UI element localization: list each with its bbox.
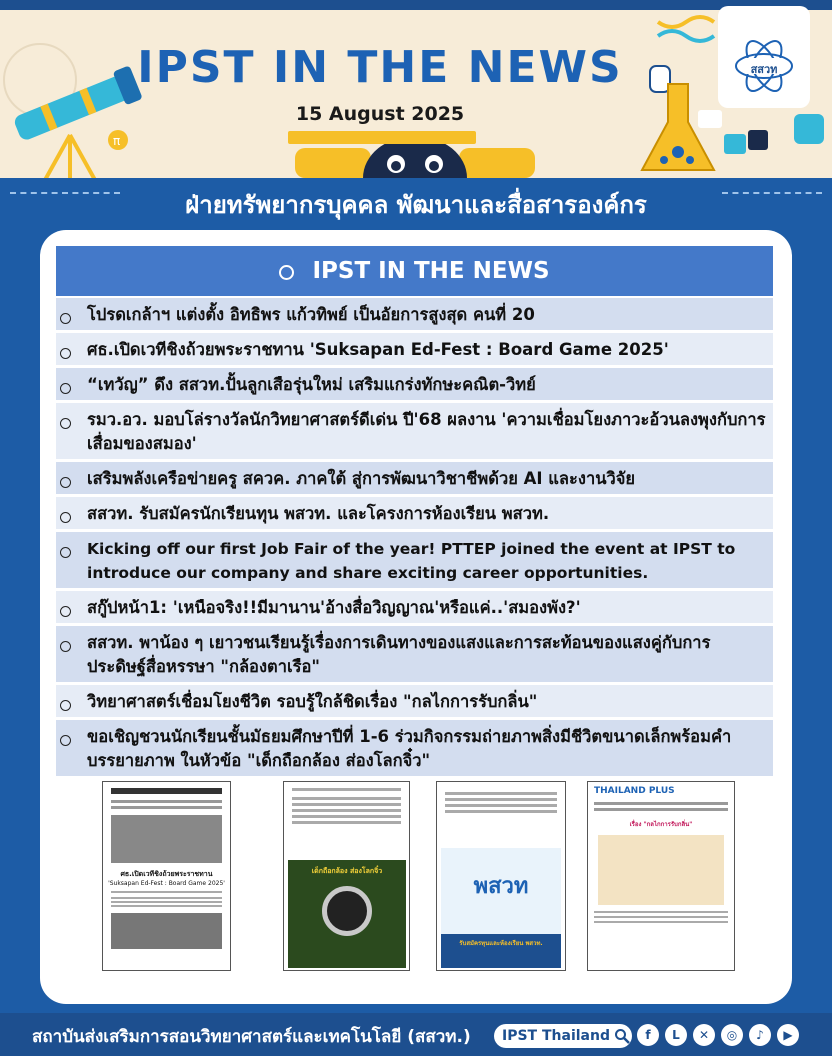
news-item[interactable] xyxy=(56,333,773,365)
bullet-icon xyxy=(60,547,71,558)
news-item-text: วิทยาศาสตร์เชื่อมโยงชีวิต รอบรู้ใกล้ชิดเรื่อง "กลไกการรับกลิ่น" xyxy=(87,692,538,711)
news-item[interactable] xyxy=(56,497,773,529)
search-icon xyxy=(614,1028,630,1044)
bullet-icon xyxy=(60,641,71,652)
news-list xyxy=(56,298,773,779)
news-item[interactable] xyxy=(56,591,773,623)
news-heading-label: IPST IN THE NEWS xyxy=(312,258,550,284)
news-item[interactable] xyxy=(56,403,773,459)
x-icon[interactable]: ✕ xyxy=(693,1024,715,1046)
youtube-icon[interactable]: ▶ xyxy=(777,1024,799,1046)
news-item[interactable] xyxy=(56,532,773,588)
issue-date: 15 August 2025 xyxy=(295,103,465,125)
bullet-icon xyxy=(60,348,71,359)
news-item[interactable] xyxy=(56,685,773,717)
news-item-text: สสวท. พาน้อง ๆ เยาวชนเรียนรู้เรื่องการเดินทางของแสงและการสะท้อนของแสงคู่กับการประดิษฐ์สื่อหรรษา "กล้องตาเรือ" xyxy=(87,633,711,676)
thumbnail-heading: ศธ.เปิดเวทีชิงถ้วยพระราชทาน xyxy=(120,870,213,878)
bullet-icon xyxy=(60,383,71,394)
thumbnail-thailandplus[interactable] xyxy=(587,781,735,971)
bullet-icon xyxy=(60,606,71,617)
news-item[interactable] xyxy=(56,462,773,494)
thumbnail-pswt[interactable] xyxy=(436,781,566,971)
svg-text:π: π xyxy=(113,134,121,148)
atom-logo-icon xyxy=(718,6,810,108)
thumbnail-heading: เด็กถือกล้อง ส่องโลกจิ๋ว xyxy=(311,867,383,875)
tiktok-icon[interactable]: ♪ xyxy=(749,1024,771,1046)
news-item-text: “เทวัญ” ดึง สสวท.ปั้นลูกเสือรุ่นใหม่ เสริมแกร่งทักษะคณิต-วิทย์ xyxy=(87,375,536,394)
news-item-text: สสวท. รับสมัครนักเรียนทุน พสวท. และโครงการห้องเรียน พสวท. xyxy=(87,504,550,523)
bullet-icon xyxy=(60,313,71,324)
top-band xyxy=(0,0,832,10)
thumbnail-sub: 'Suksapan Ed-Fest : Board Game 2025' xyxy=(108,880,225,887)
news-item-text: สกู๊ปหน้า1: 'เหนือจริง!!มีมานาน'อ้างสื่อวิญญาณ'หรือแค่..'สมองพัง?' xyxy=(87,598,581,617)
news-item-text: โปรดเกล้าฯ แต่งตั้ง อิทธิพร แก้วทิพย์ เป็นอัยการสูงสุด คนที่ 20 xyxy=(87,305,535,324)
news-item-text: รมว.อว. มอบโล่รางวัลนักวิทยาศาสตร์ดีเด่น ปี'68 ผลงาน 'ความเชื่อมโยงภาวะอ้วนลงพุงกับการเสื่อมของสมอง' xyxy=(87,410,766,453)
thumbnail-photo-contest[interactable] xyxy=(283,781,410,971)
news-item[interactable] xyxy=(56,368,773,400)
thumbnail-newspaper[interactable] xyxy=(102,781,231,971)
bullet-icon xyxy=(60,512,71,523)
date-highlight xyxy=(288,131,476,144)
logo-text: สสวท xyxy=(750,63,778,76)
thumbnail-heading: THAILAND PLUS xyxy=(594,786,675,796)
search-label: IPST Thailand xyxy=(502,1028,610,1044)
header-banner xyxy=(0,0,832,178)
bullet-icon xyxy=(60,477,71,488)
news-item-text: ขอเชิญชวนนักเรียนชั้นมัธยมศึกษาปีที่ 1-6 ร่วมกิจกรรมถ่ายภาพสิ่งมีชีวิตขนาดเล็กพร้อมคำบรรยายภาพ ในหัวข้อ "เด็กถือกล้อง ส่องโลกจิ๋ว" xyxy=(87,727,732,770)
news-item-text: ศธ.เปิดเวทีชิงถ้วยพระราชทาน 'Suksapan Ed-Fest : Board Game 2025' xyxy=(87,340,669,359)
news-item[interactable] xyxy=(56,720,773,776)
ipst-logo xyxy=(718,6,810,108)
search-pill[interactable] xyxy=(494,1024,632,1048)
news-section-heading xyxy=(56,246,773,296)
page-title: IPST IN THE NEWS xyxy=(137,42,623,93)
instagram-icon[interactable]: ◎ xyxy=(721,1024,743,1046)
thumbnail-heading: พสวท xyxy=(473,874,529,899)
department-title: ฝ่ายทรัพยากรบุคคล พัฒนาและสื่อสารองค์กร xyxy=(185,191,647,219)
thumbnail-sub: เรื่อง "กลไกการรับกลิ่น" xyxy=(629,821,693,828)
thumbnail-sub: รับสมัครทุนและห้องเรียน พสวท. xyxy=(459,940,543,947)
news-item[interactable] xyxy=(56,298,773,330)
bullet-icon xyxy=(60,700,71,711)
bullet-icon xyxy=(60,418,71,429)
news-item-text: เสริมพลังเครือข่ายครู สควค. ภาคใต้ สู่การพัฒนาวิชาชีพด้วย AI และงานวิจัย xyxy=(87,469,636,488)
heading-bullet-icon xyxy=(279,265,294,280)
news-item-text: Kicking off our first Job Fair of the year! PTTEP joined the event at IPST to introduce our company and share exciting career opportunities. xyxy=(87,540,736,582)
facebook-icon[interactable]: f xyxy=(637,1024,659,1046)
news-item[interactable] xyxy=(56,626,773,682)
footer-organization: สถาบันส่งเสริมการสอนวิทยาศาสตร์และเทคโนโลยี (สสวท.) xyxy=(32,1027,471,1047)
line-icon[interactable]: L xyxy=(665,1024,687,1046)
bullet-icon xyxy=(60,735,71,746)
